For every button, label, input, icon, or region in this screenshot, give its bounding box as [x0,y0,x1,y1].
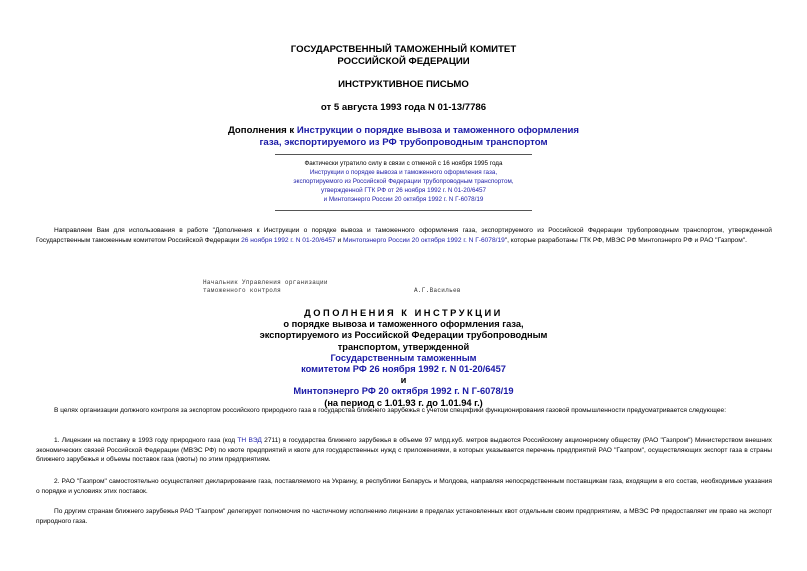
notice-line1: Фактически утратило силу в связи с отменой с 16 ноября 1995 года [304,160,503,167]
additions-title: ДОПОЛНЕНИЯ К ИНСТРУКЦИИ [304,308,503,318]
p2-text-a: 1. Лицензии на поставку в 1993 году природного газа (код [54,437,238,444]
body-paragraph-1 [36,406,772,416]
status-notice [275,154,532,211]
org-name-line2: РОССИЙСКОЙ ФЕДЕРАЦИИ [337,56,470,67]
org-name-line1: ГОСУДАРСТВЕННЫЙ ТАМОЖЕННЫЙ КОМИТЕТ [290,44,517,55]
p3-text: 2. РАО "Газпром" самостоятельно осуществляет декларирование газа, поставляемого на Украину, в республики Беларусь и Молдова, направляя непосредственным поставщикам газа, входящим в его состав, необходимые указания о порядке и условиях этих поставок. [36,478,772,495]
additions-line2: экспортируемого из Российской Федерации трубопроводным [259,330,548,341]
instruction-link[interactable]: Инструкции о порядке вывоза и таможенного оформления [296,125,580,136]
validity-period: (на период с 1.01.93 г. до 1.01.94 г.) [324,397,483,408]
document-header [0,44,807,149]
body-paragraph-2 [36,436,772,465]
signature-position-line2: таможенного контроля [203,287,282,294]
additions-line5 [0,375,807,397]
signature-name: А.Г.Васильев [414,287,461,294]
notice-link-line2[interactable]: Инструкции о порядке вывоза и таможенного оформления газа, [309,169,498,176]
additions-heading [0,308,807,409]
notice-link-line3[interactable]: экспортируемого из Российской Федерации трубопроводным транспортом, [293,178,514,185]
notice-link-line5[interactable]: и Минтопэнерго России 20 октября 1992 г. N Г-6078/19 [323,196,484,203]
intro-paragraph [36,226,772,245]
p1-text: В целях организации должного контроля за экспортом российского природного газа в государства ближнего зарубежья с учетом специфики функционирования газовой промышленности предусматривается следующее: [54,407,727,414]
p4-text: По другим странам ближнего зарубежья РАО "Газпром" делегирует полномочия по частичному исполнению лицензии в пределах установленных квот отдельным своим предприятиям, а МВЭС РФ предоставляет им право на экспорт природного газа. [36,508,772,525]
subject-prefix: Дополнения к [227,125,297,136]
additions-line3 [0,342,807,364]
additions-line5-text: и [400,375,407,386]
doc-date: от 5 августа 1993 года N 01-13/7786 [320,102,487,113]
tnved-link[interactable]: ТН ВЭД [237,437,262,444]
doc-subject-line2[interactable]: газа, экспортируемого из РФ трубопроводным транспортом [259,137,548,148]
intro-and: и [335,236,344,244]
additions-line1: о порядке вывоза и таможенного оформления газа, [283,319,524,330]
gtk-date-link[interactable]: комитетом РФ 26 ноября 1992 г. N 01-20/6457 [301,364,506,375]
intro-tail: ", которые разработаны ГТК РФ, МВЭС РФ Минтопэнерго РФ и РАО "Газпром". [504,236,747,244]
p2-text-b: 2711) в государства ближнего зарубежья в объеме 97 млрд.куб. метров выдаются Российскому акционерному обществу (РАО "Газпром") Министерством внешних экономических связей Российской Федерации (МВЭС РФ) по квоте предприятий и квоте для государственных нужд с приложениями, в которых указывается перечень предприятий РАО "Газпром", осуществляющих экспорт газа в страны ближнего зарубежья и объемы поставок газа (квоты) по этим предприятиям. [36,437,772,464]
body-paragraph-4 [36,507,772,526]
gtk-link[interactable]: Государственным таможенным [330,352,477,363]
gtk-order-link[interactable]: 26 ноября 1992 г. N 01-20/6457 [241,236,336,244]
notice-link-line4[interactable]: утвержденной ГТК РФ от 26 ноября 1992 г. N 01-20/6457 [320,187,487,194]
signature-position-line1: Начальник Управления организации [203,279,328,286]
intro-text: Направляем Вам для использования в работе "Дополнения к Инструкции о порядке вывоза и таможенного оформления газа, экспортируемого из Российской Федерации трубопроводным транспортом, утвержденной Государственным таможенным комитетом Российской Федерации [36,227,772,244]
body-paragraph-3 [36,477,772,496]
signature-position [203,279,328,295]
mintop-link[interactable]: Минтопэнерго РФ 20 октября 1992 г. N Г-6078/19 [293,386,514,397]
additions-line3-text: транспортом, утвержденной [337,341,470,352]
mintop-order-link[interactable]: Минтопэнерго России 20 октября 1992 г. N Г-6078/19 [343,236,505,244]
doc-subject-line1 [0,125,807,137]
doc-type: ИНСТРУКТИВНОЕ ПИСЬМО [338,79,469,90]
